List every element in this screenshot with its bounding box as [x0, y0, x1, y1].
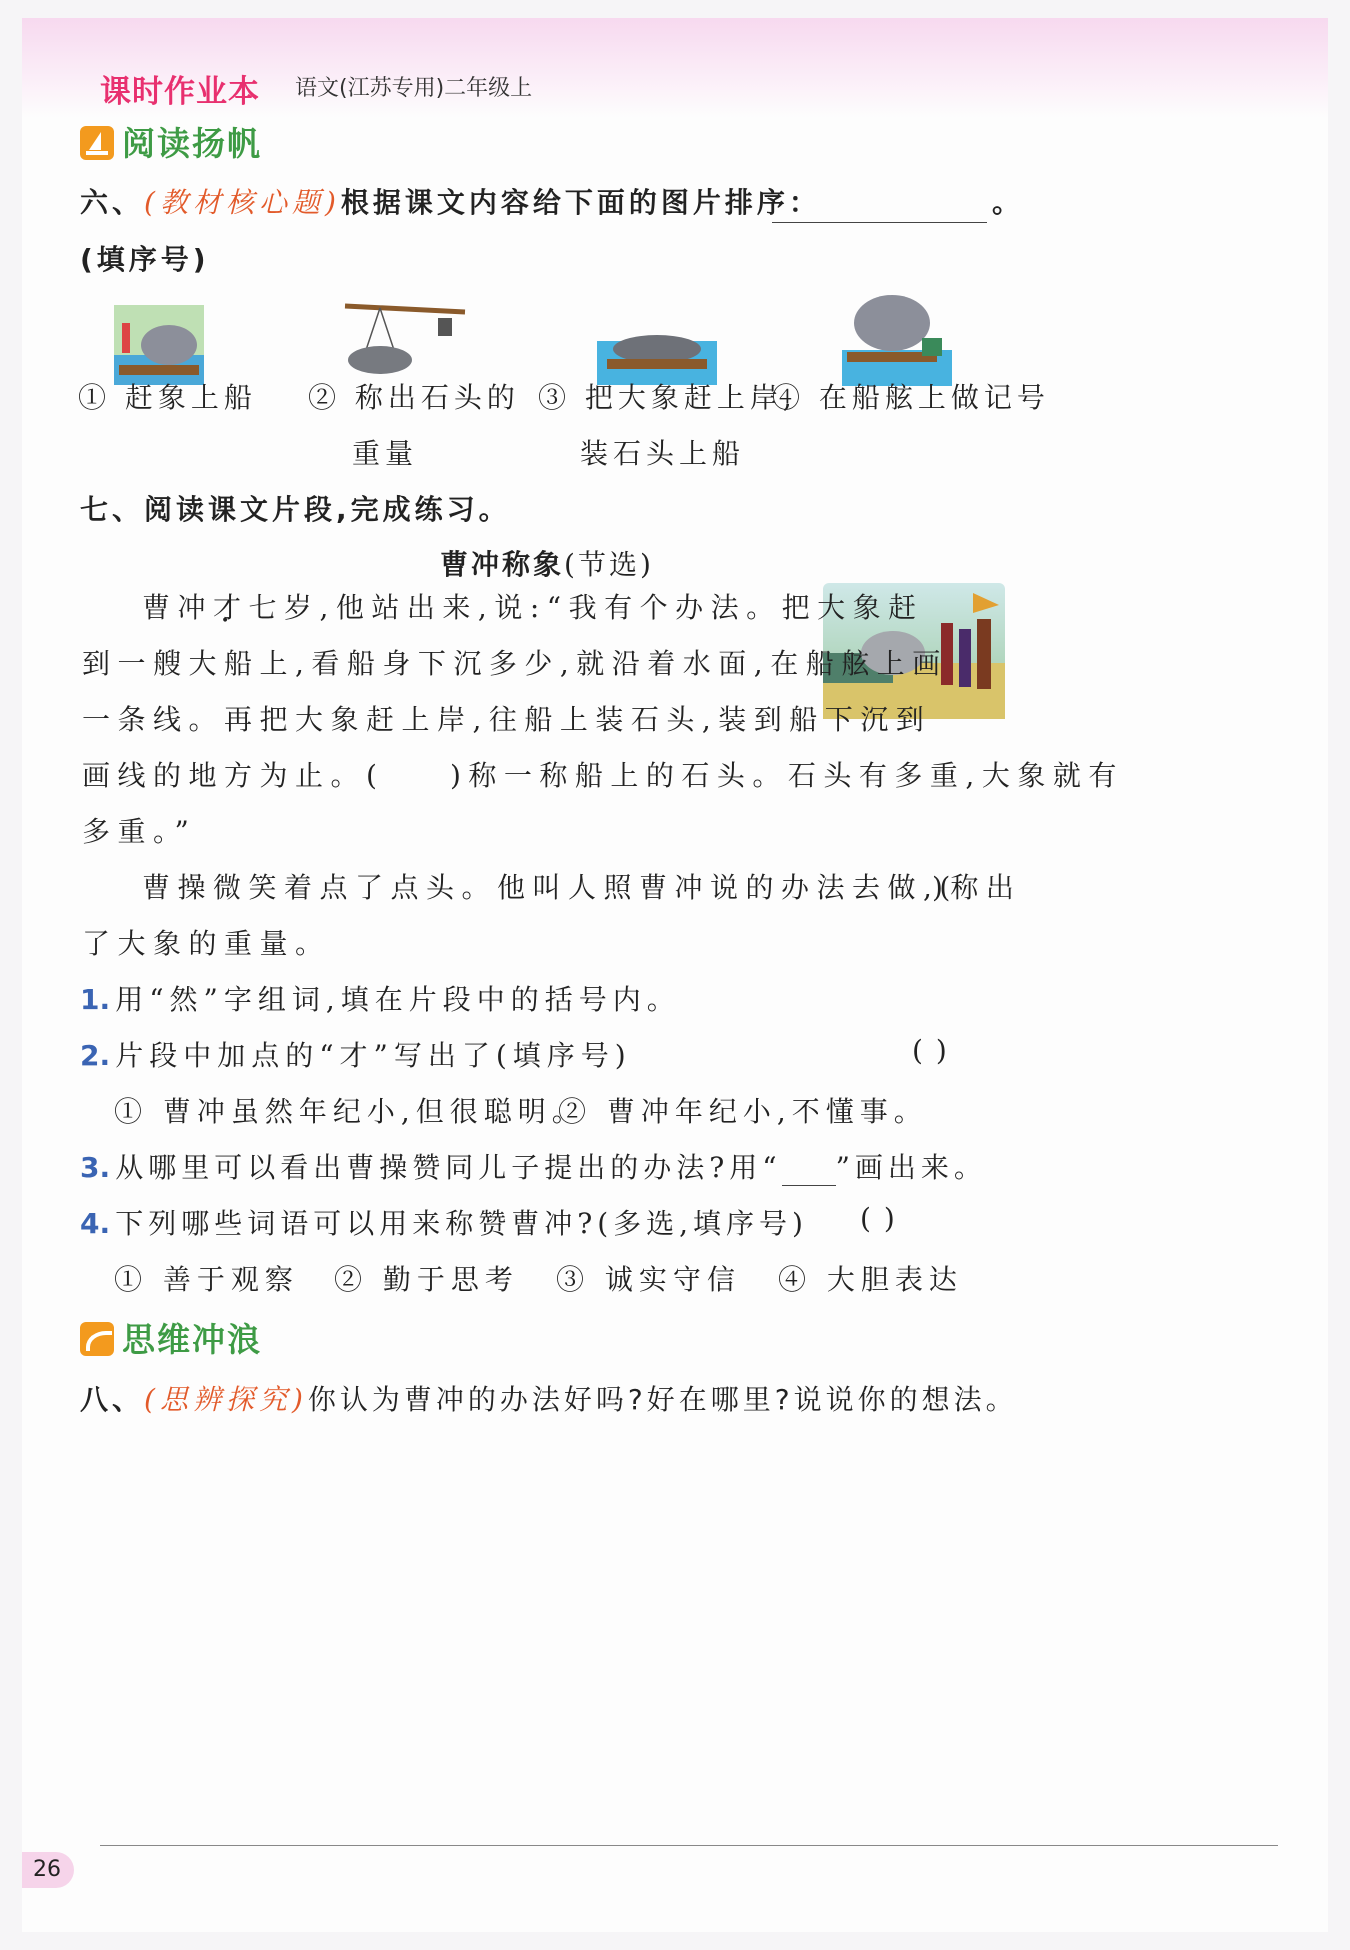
passage-line-4b: )称一称船上的石头。石头有多重,大象就有: [450, 759, 1124, 792]
q7-item-4-answer[interactable]: ( ): [860, 1202, 897, 1235]
q6-tag: (教材核心题): [144, 186, 341, 219]
section-reading-heading: [80, 118, 262, 165]
q7-item-3: [80, 1146, 987, 1186]
q7-item-4-text: 下列哪些词语可以用来称赞曹冲?(多选,填序号): [115, 1207, 808, 1240]
q7-item-4-num: 4.: [80, 1207, 111, 1240]
picture-stones-on-boat: [597, 301, 717, 385]
q7-item-1-num: 1.: [80, 983, 111, 1016]
q6-line: [80, 181, 821, 221]
q7-item-2: [80, 1034, 632, 1074]
passage-line-2: 到一艘大船上,看船身下沉多少,就沿着水面,在船舷上画: [82, 647, 948, 680]
q6-note: (填序号): [80, 243, 210, 276]
q7-item-3-text-b: ”画出来。: [835, 1151, 987, 1184]
q6-option-4: ④ 在船舷上做记号: [772, 381, 1050, 414]
q7-item-1: [80, 978, 681, 1018]
q7-item-3-underline-sample: [782, 1161, 836, 1186]
q8-line: [80, 1378, 1018, 1418]
answer-line[interactable]: [100, 1845, 1278, 1846]
pic3-stones: [613, 335, 701, 363]
q7-item-2-option-1: ① 曹冲虽然年纪小,但很聪明。: [114, 1095, 586, 1128]
pic1-boat: [119, 365, 199, 375]
passage-line-1: [142, 586, 924, 626]
pic2-stones: [348, 346, 412, 374]
illus-figure-2: [959, 629, 971, 687]
q7-item-2-option-2: ② 曹冲年纪小,不懂事。: [558, 1095, 928, 1128]
workbook-page: [22, 18, 1328, 1932]
pic1-elephant: [141, 325, 197, 365]
section-thinking-heading: [80, 1314, 262, 1361]
passage-start: 曹冲: [142, 591, 214, 624]
passage-p2-line-1a: 曹操微笑着点了点头。他叫人照曹冲说的办法去做,(: [142, 871, 958, 904]
q7-item-2-text: 片段中加点的“才”写出了(填序号): [115, 1039, 632, 1072]
q7-item-2-num: 2.: [80, 1039, 111, 1072]
q6-option-3-line2: 装石头上船: [580, 437, 746, 470]
pic4-person: [922, 338, 942, 356]
blank-ran-2[interactable]: [822, 872, 922, 906]
q7-item-4: [80, 1202, 808, 1242]
q7-item-4-option-1: ① 善于观察: [114, 1263, 299, 1296]
q7-item-3-text-a: 从哪里可以看出曹操赞同儿子提出的办法?用“: [115, 1151, 782, 1184]
emphasized-char-cai: 才: [213, 591, 249, 624]
passage-title-line: [440, 543, 654, 583]
book-subtitle: 语文(江苏专用)二年级上: [295, 76, 533, 101]
q6-option-3: ③ 把大象赶上岸,: [538, 381, 797, 414]
wave-icon: [80, 1322, 114, 1356]
passage-title: 曹冲称象: [440, 548, 565, 581]
book-title: 课时作业本: [100, 74, 260, 110]
passage-line-4a: 画线的地方为止。(: [82, 759, 385, 792]
q8-prefix: 八、: [80, 1383, 145, 1416]
picture-elephant-boarding: [114, 305, 204, 385]
q8-text: 你认为曹冲的办法好吗?好在哪里?说说你的想法。: [307, 1383, 1018, 1416]
q6-option-2: ② 称出石头的: [308, 381, 520, 414]
passage-p2-line-2: 了大象的重量。: [82, 927, 331, 960]
q6-text: 根据课文内容给下面的图片排序：: [340, 186, 821, 219]
q6-option-1: ① 赶象上船: [78, 381, 257, 414]
q6-prefix: 六、: [80, 186, 145, 219]
q8-tag: (思辨探究): [144, 1383, 308, 1416]
picture-marking-boat: [842, 288, 952, 386]
q7-item-3-num: 3.: [80, 1151, 111, 1184]
passage-line-3: 一条线。再把大象赶上岸,往船上装石头,装到船下沉到: [82, 703, 932, 736]
passage-line-1-text: 七岁,他站出来,说:“我有个办法。把大象赶: [248, 591, 924, 624]
q7-item-4-option-4: ④ 大胆表达: [778, 1263, 963, 1296]
q7-heading: 七、阅读课文片段,完成练习。: [80, 493, 511, 526]
pic4-elephant: [854, 295, 930, 351]
q7-item-4-option-2: ② 勤于思考: [334, 1263, 519, 1296]
q7-item-1-text: 用“然”字组词,填在片段中的括号内。: [115, 983, 681, 1016]
passage-source: (节选): [564, 548, 654, 581]
q7-item-4-option-3: ③ 诚实守信: [556, 1263, 741, 1296]
q6-answer-blank[interactable]: [772, 188, 987, 223]
page-number: 26: [22, 1852, 74, 1888]
pic1-person: [122, 323, 130, 353]
sail-icon: [80, 126, 114, 160]
section-reading-title: 阅读扬帆: [122, 124, 262, 163]
blank-ran-1[interactable]: [342, 760, 458, 794]
illus-figure-3: [977, 619, 991, 689]
pic2-weight: [438, 318, 452, 336]
q7-item-2-answer[interactable]: ( ): [912, 1034, 949, 1067]
picture-weighing-stones: [340, 298, 470, 388]
pic2-beam: [345, 306, 465, 312]
q6-end: 。: [992, 186, 1025, 219]
pic3-boat: [607, 359, 707, 369]
q6-option-2-line2: 重量: [352, 437, 419, 470]
passage-line-5: 多重。”: [82, 815, 197, 848]
passage-p2-line-1b: )称出: [932, 871, 1022, 904]
section-thinking-title: 思维冲浪: [122, 1320, 262, 1359]
